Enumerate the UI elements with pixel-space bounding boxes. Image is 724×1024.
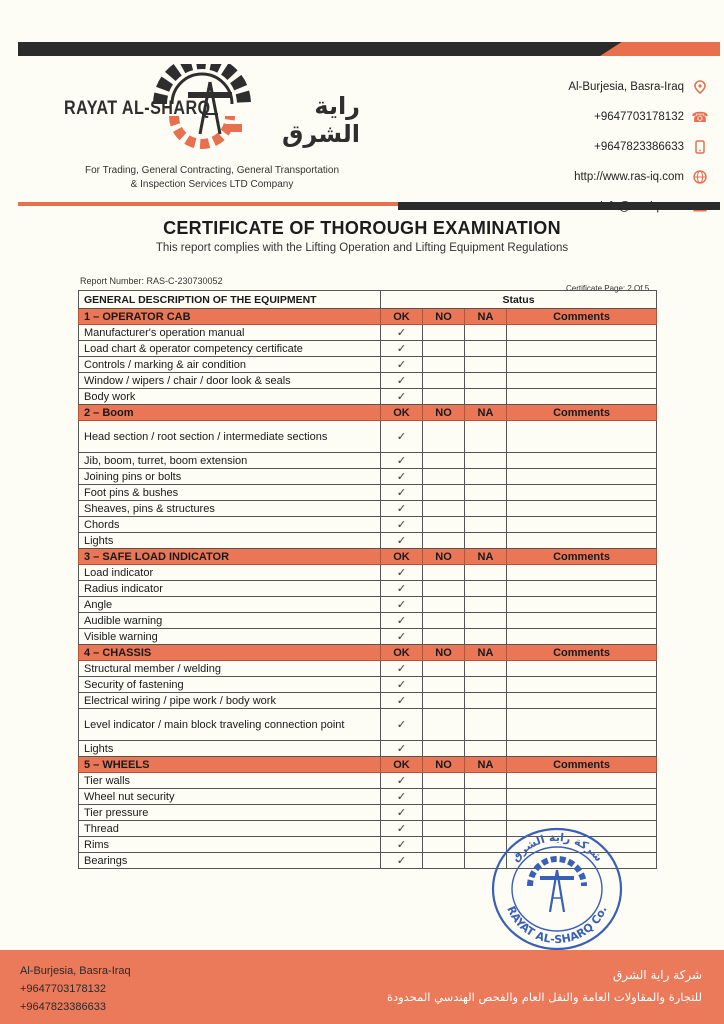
mobile-icon [692,139,708,155]
ok-check: ✓ [381,677,423,693]
divider-accent [18,202,398,206]
no-cell [423,469,465,485]
col-comments-label: Comments [507,309,657,325]
no-cell [423,453,465,469]
company-name-ar: راية الشرق [281,92,360,148]
comments-cell [507,565,657,581]
item-label: Lights [79,533,381,549]
status-header: Status [381,291,657,309]
na-cell [465,773,507,789]
col-comments-label: Comments [507,757,657,773]
table-row [79,485,657,501]
na-cell [465,421,507,453]
section-title: 2 – Boom [79,405,381,421]
table-row [79,773,657,789]
no-cell [423,373,465,389]
svg-text:RAYAT AL-SHARQ Co.: RAYAT AL-SHARQ Co. [504,904,610,947]
no-cell [423,741,465,757]
comments-cell [507,469,657,485]
ok-check: ✓ [381,501,423,517]
no-cell [423,597,465,613]
item-label: Joining pins or bolts [79,469,381,485]
col-na-label: NA [465,645,507,661]
item-label: Head section / root section / intermediate sections [79,421,381,453]
ok-check: ✓ [381,341,423,357]
comments-cell [507,501,657,517]
comments-cell [507,357,657,373]
item-label: Load chart & operator competency certificate [79,341,381,357]
no-cell [423,341,465,357]
top-bar-accent [600,42,720,56]
item-label: Window / wipers / chair / door look & seals [79,373,381,389]
na-cell [465,533,507,549]
footer-address: Al-Burjesia, Basra-Iraq [20,965,131,977]
table-row [79,613,657,629]
no-cell [423,613,465,629]
comments-cell [507,741,657,757]
table-row [79,693,657,709]
ok-check: ✓ [381,821,423,837]
table-row [79,709,657,741]
no-cell [423,357,465,373]
desc-header: GENERAL DESCRIPTION OF THE EQUIPMENT [79,291,381,309]
svg-text:شركة راية الشرق: شركة راية الشرق [508,830,606,865]
ok-check: ✓ [381,373,423,389]
col-na-label: NA [465,757,507,773]
item-label: Sheaves, pins & structures [79,501,381,517]
na-cell [465,629,507,645]
table-row [79,389,657,405]
ok-check: ✓ [381,581,423,597]
item-label: Jib, boom, turret, boom extension [79,453,381,469]
comments-cell [507,693,657,709]
footer-description-ar: للتجارة والمقاولات العامة والنقل العام والفحص الهندسي المحدودة [386,990,702,1004]
table-row [79,325,657,341]
no-cell [423,325,465,341]
item-label: Chords [79,517,381,533]
col-no-label: NO [423,757,465,773]
ok-check: ✓ [381,613,423,629]
contact-phone-text: +9647703178132 [594,111,684,123]
location-pin-icon [692,79,708,95]
item-label: Wheel nut security [79,789,381,805]
no-cell [423,533,465,549]
col-no-label: NO [423,309,465,325]
na-cell [465,789,507,805]
no-cell [423,629,465,645]
page-footer [0,950,724,1024]
item-label: Body work [79,389,381,405]
item-label: Load indicator [79,565,381,581]
contact-mobile [488,132,708,162]
col-comments-label: Comments [507,549,657,565]
footer-phone2: +9647823386633 [20,1001,106,1013]
table-row [79,629,657,645]
table-row [79,373,657,389]
certificate-page: Certificate Page: 2 Of 5 [566,284,650,293]
company-logo [60,64,360,154]
section-title: 1 – OPERATOR CAB [79,309,381,325]
na-cell [465,741,507,757]
table-row [79,357,657,373]
ok-check: ✓ [381,661,423,677]
na-cell [465,613,507,629]
no-cell [423,709,465,741]
table-row [79,677,657,693]
contact-website[interactable] [488,162,708,192]
comments-cell [507,485,657,501]
no-cell [423,773,465,789]
na-cell [465,485,507,501]
comments-cell [507,373,657,389]
item-label: Electrical wiring / pipe work / body work [79,693,381,709]
comments-cell [507,421,657,453]
section-header-row [79,405,657,421]
comments-cell [507,709,657,741]
col-na-label: NA [465,405,507,421]
na-cell [465,357,507,373]
section-title: 5 – WHEELS [79,757,381,773]
table-row [79,565,657,581]
no-cell [423,565,465,581]
na-cell [465,709,507,741]
comments-cell [507,789,657,805]
header-divider [18,200,720,210]
na-cell [465,661,507,677]
item-label: Tier walls [79,773,381,789]
item-label: Angle [79,597,381,613]
col-ok-label: OK [381,645,423,661]
ok-check: ✓ [381,533,423,549]
item-label: Audible warning [79,613,381,629]
item-label: Visible warning [79,629,381,645]
ok-check: ✓ [381,357,423,373]
company-stamp [490,826,624,952]
na-cell [465,805,507,821]
comments-cell [507,597,657,613]
ok-check: ✓ [381,805,423,821]
no-cell [423,821,465,837]
table-row [79,805,657,821]
comments-cell [507,805,657,821]
na-cell [465,501,507,517]
ok-check: ✓ [381,629,423,645]
table-header-row [79,291,657,309]
no-cell [423,661,465,677]
table-row [79,501,657,517]
item-label: Structural member / welding [79,661,381,677]
comments-cell [507,773,657,789]
table-row [79,533,657,549]
section-header-row [79,549,657,565]
table-row [79,469,657,485]
section-title: 3 – SAFE LOAD INDICATOR [79,549,381,565]
col-ok-label: OK [381,405,423,421]
comments-cell [507,677,657,693]
tagline-line2: & Inspection Services LTD Company [130,179,294,190]
ok-check: ✓ [381,469,423,485]
section-title: 4 – CHASSIS [79,645,381,661]
na-cell [465,581,507,597]
col-comments-label: Comments [507,645,657,661]
comments-cell [507,533,657,549]
col-ok-label: OK [381,309,423,325]
na-cell [465,517,507,533]
table-row [79,741,657,757]
tagline-line1: For Trading, General Contracting, General Transportation [84,165,340,176]
item-label: Lights [79,741,381,757]
item-label: Radius indicator [79,581,381,597]
item-label: Thread [79,821,381,837]
item-label: Level indicator / main block traveling connection point [79,709,381,741]
top-bar [18,42,720,56]
col-na-label: NA [465,549,507,565]
no-cell [423,501,465,517]
no-cell [423,853,465,869]
table-row [79,517,657,533]
col-na-label: NA [465,309,507,325]
item-label: Bearings [79,853,381,869]
na-cell [465,325,507,341]
ok-check: ✓ [381,693,423,709]
section-header-row [79,645,657,661]
no-cell [423,789,465,805]
no-cell [423,389,465,405]
no-cell [423,677,465,693]
na-cell [465,597,507,613]
na-cell [465,693,507,709]
na-cell [465,341,507,357]
ok-check: ✓ [381,789,423,805]
ok-check: ✓ [381,597,423,613]
comments-cell [507,629,657,645]
na-cell [465,469,507,485]
ok-check: ✓ [381,453,423,469]
comments-cell [507,613,657,629]
contact-address-text: Al-Burjesia, Basra-Iraq [568,81,684,93]
no-cell [423,581,465,597]
page-title: CERTIFICATE OF THOROUGH EXAMINATION [163,218,561,238]
company-name-en: RAYAT AL-SHARQ [64,98,211,119]
na-cell [465,389,507,405]
no-cell [423,517,465,533]
no-cell [423,837,465,853]
no-cell [423,421,465,453]
comments-cell [507,389,657,405]
table-row [79,453,657,469]
comments-cell [507,517,657,533]
comments-cell [507,453,657,469]
table-row [79,597,657,613]
item-label: Tier pressure [79,805,381,821]
table-row [79,421,657,453]
ok-check: ✓ [381,741,423,757]
col-ok-label: OK [381,757,423,773]
contact-phone [488,102,708,132]
footer-phone1: +9647703178132 [20,983,106,995]
na-cell [465,453,507,469]
ok-check: ✓ [381,421,423,453]
item-label: Security of fastening [79,677,381,693]
report-number: Report Number: RAS-C-230730052 [80,276,223,286]
no-cell [423,693,465,709]
col-no-label: NO [423,549,465,565]
ok-check: ✓ [381,853,423,869]
ok-check: ✓ [381,565,423,581]
no-cell [423,485,465,501]
footer-company-ar: شركة راية الشرق [613,968,702,982]
divider-dark [398,202,720,210]
item-label: Foot pins & bushes [79,485,381,501]
item-label: Rims [79,837,381,853]
col-comments-label: Comments [507,405,657,421]
ok-check: ✓ [381,709,423,741]
globe-icon [692,169,708,185]
na-cell [465,373,507,389]
col-no-label: NO [423,645,465,661]
no-cell [423,805,465,821]
phone-icon: ☎ [691,108,709,125]
ok-check: ✓ [381,325,423,341]
comments-cell [507,325,657,341]
col-no-label: NO [423,405,465,421]
section-header-row [79,757,657,773]
contact-address [488,72,708,102]
table-row [79,789,657,805]
ok-check: ✓ [381,485,423,501]
comments-cell [507,661,657,677]
col-ok-label: OK [381,549,423,565]
na-cell [465,565,507,581]
footer-contacts [20,962,131,1016]
ok-check: ✓ [381,837,423,853]
item-label: Manufacturer's operation manual [79,325,381,341]
ok-check: ✓ [381,389,423,405]
comments-cell [507,341,657,357]
section-header-row [79,309,657,325]
contact-website-text[interactable]: http://www.ras-iq.com [574,171,684,183]
table-row [79,581,657,597]
comments-cell [507,581,657,597]
na-cell [465,677,507,693]
examination-table [78,290,656,869]
ok-check: ✓ [381,517,423,533]
table-row [79,661,657,677]
company-tagline [62,164,362,192]
ok-check: ✓ [381,773,423,789]
table-row [79,341,657,357]
stamp-seal-icon [490,826,624,952]
page-subtitle: This report complies with the Lifting Operation and Lifting Equipment Regulations [155,242,569,254]
contact-mobile-text: +9647823386633 [594,141,684,153]
item-label: Controls / marking & air condition [79,357,381,373]
